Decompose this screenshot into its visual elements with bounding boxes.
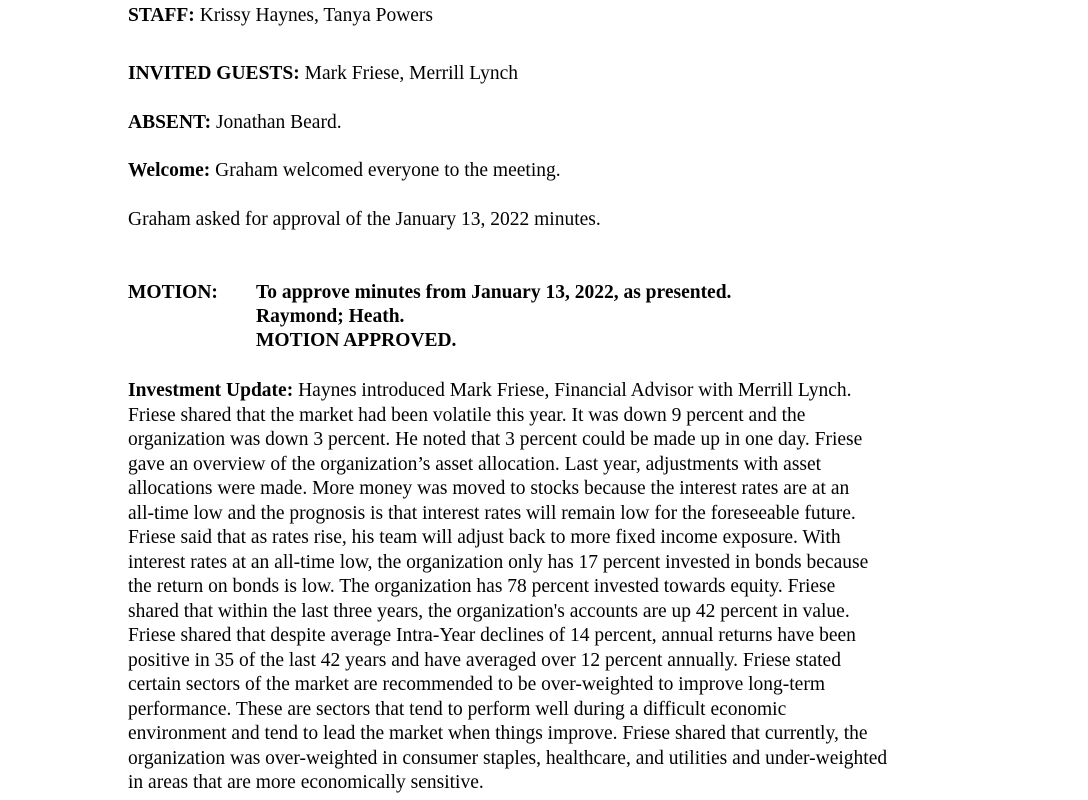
motion-result: MOTION APPROVED. bbox=[256, 330, 457, 351]
investment-line: Friese said that as rates rise, his team will adjust back to more fixed income exposure. With bbox=[128, 527, 841, 548]
investment-line: in areas that are more economically sensitive. bbox=[128, 772, 484, 793]
investment-line: the return on bonds is low. The organization has 78 percent invested towards equity. Friese bbox=[128, 576, 836, 597]
investment-line: organization was over-weighted in consumer staples, healthcare, and utilities and under-weighted bbox=[128, 747, 888, 769]
investment-line: Friese shared that the market had been volatile this year. It was down 9 percent and the bbox=[128, 404, 806, 426]
investment-line: gave an overview of the organization’s asset allocation. Last year, adjustments with asset bbox=[128, 453, 822, 475]
staff-value: Krissy Haynes, Tanya Powers bbox=[199, 5, 434, 26]
investment-line: performance. These are sectors that tend to perform well during a difficult economic bbox=[128, 698, 787, 720]
staff-line bbox=[128, 4, 433, 28]
invited-guests-value: Mark Friese, Merrill Lynch bbox=[304, 63, 519, 84]
investment-update-label: Investment Update: bbox=[128, 380, 294, 401]
welcome-line bbox=[128, 159, 561, 183]
absent-label: ABSENT: bbox=[128, 112, 212, 133]
investment-update-section bbox=[128, 379, 968, 796]
approval-request: Graham asked for approval of the January 13, 2022 minutes. bbox=[128, 209, 601, 230]
investment-line: allocations were made. More money was moved to stocks because the interest rates are at an bbox=[128, 478, 850, 499]
welcome-text: Graham welcomed everyone to the meeting. bbox=[215, 160, 561, 181]
investment-line: positive in 35 of the last 42 years and have averaged over 12 percent annually. Friese stated bbox=[128, 649, 841, 671]
motion-label: MOTION: bbox=[128, 282, 218, 303]
staff-label: STAFF: bbox=[128, 5, 195, 26]
investment-line: certain sectors of the market are recommended to be over-weighted to improve long-term bbox=[128, 674, 826, 695]
invited-guests-line bbox=[128, 62, 518, 86]
investment-text: Haynes introduced Mark Friese, Financial Advisor with Merrill Lynch. bbox=[298, 380, 852, 401]
investment-line bbox=[128, 379, 968, 404]
absent-line bbox=[128, 111, 342, 135]
investment-line: environment and tend to lead the market when things improve. Friese shared that currently, the bbox=[128, 723, 868, 744]
investment-line: interest rates at an all-time low, the organization only has 17 percent invested in bonds because bbox=[128, 551, 869, 573]
invited-guests-label: INVITED GUESTS: bbox=[128, 63, 300, 84]
investment-line: organization was down 3 percent. He noted that 3 percent could be made up in one day. Friese bbox=[128, 429, 863, 450]
investment-line: Friese shared that despite average Intra-Year declines of 14 percent, annual returns have been bbox=[128, 625, 856, 646]
welcome-label: Welcome: bbox=[128, 160, 211, 181]
motion-text: To approve minutes from January 13, 2022, as presented. bbox=[256, 282, 732, 303]
motion-body bbox=[256, 281, 731, 353]
investment-line: all-time low and the prognosis is that interest rates will remain low for the foreseeable future. bbox=[128, 502, 856, 524]
investment-line: shared that within the last three years, the organization's accounts are up 42 percent in value. bbox=[128, 600, 850, 622]
absent-value: Jonathan Beard. bbox=[215, 112, 342, 133]
motion-movers: Raymond; Heath. bbox=[256, 306, 405, 327]
